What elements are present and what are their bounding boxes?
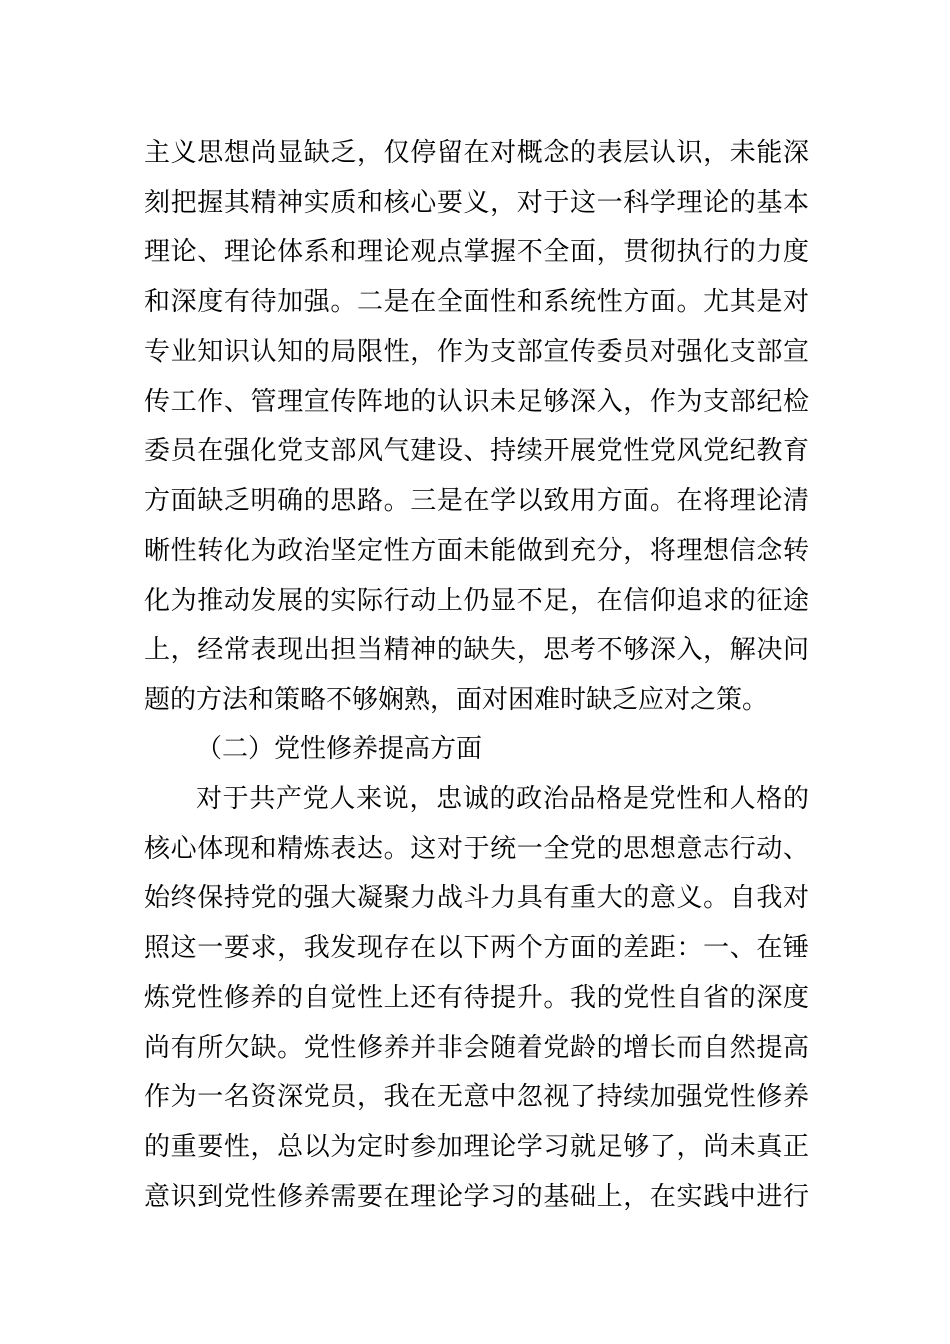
paragraph-2-line: 炼党性修养的自觉性上还有待提升。我的党性自省的深度 <box>144 983 809 1013</box>
paragraph-2-line: 始终保持党的强大凝聚力战斗力具有重大的意义。自我对 <box>144 883 809 913</box>
section-heading: （二）党性修养提高方面 <box>196 734 483 764</box>
paragraph-1-line: 题的方法和策略不够娴熟，面对困难时缺乏应对之策。 <box>144 685 769 715</box>
paragraph-2-line: 照这一要求，我发现存在以下两个方面的差距：一、在锤 <box>144 933 809 963</box>
paragraph-1-line: 方面缺乏明确的思路。三是在学以致用方面。在将理论清 <box>144 486 809 516</box>
paragraph-2-line: 对于共产党人来说，忠诚的政治品格是党性和人格的 <box>196 784 809 814</box>
paragraph-1-line: 委员在强化党支部风气建设、持续开展党性党风党纪教育 <box>144 436 809 466</box>
paragraph-1-line: 上，经常表现出担当精神的缺失，思考不够深入，解决问 <box>144 635 809 665</box>
paragraph-2-line: 的重要性，总以为定时参加理论学习就足够了，尚未真正 <box>144 1132 809 1162</box>
paragraph-1-line: 和深度有待加强。二是在全面性和系统性方面。尤其是对 <box>144 287 809 317</box>
paragraph-1-line: 晰性转化为政治坚定性方面未能做到充分，将理想信念转 <box>144 536 809 566</box>
paragraph-1-line: 化为推动发展的实际行动上仍显不足，在信仰追求的征途 <box>144 586 809 616</box>
paragraph-1-line: 主义思想尚显缺乏，仅停留在对概念的表层认识，未能深 <box>144 138 809 168</box>
paragraph-1-line: 理论、理论体系和理论观点掌握不全面，贯彻执行的力度 <box>144 237 809 267</box>
paragraph-2-line: 意识到党性修养需要在理论学习的基础上，在实践中进行 <box>144 1182 809 1212</box>
paragraph-2-line: 作为一名资深党员，我在无意中忽视了持续加强党性修养 <box>144 1082 809 1112</box>
paragraph-1-line: 刻把握其精神实质和核心要义，对于这一科学理论的基本 <box>144 188 809 218</box>
paragraph-1-line: 专业知识认知的局限性，作为支部宣传委员对强化支部宣 <box>144 337 809 367</box>
paragraph-2-line: 核心体现和精炼表达。这对于统一全党的思想意志行动、 <box>144 834 809 864</box>
paragraph-2-line: 尚有所欠缺。党性修养并非会随着党龄的增长而自然提高 <box>144 1033 809 1063</box>
paragraph-1-line: 传工作、管理宣传阵地的认识未足够深入，作为支部纪检 <box>144 387 809 417</box>
